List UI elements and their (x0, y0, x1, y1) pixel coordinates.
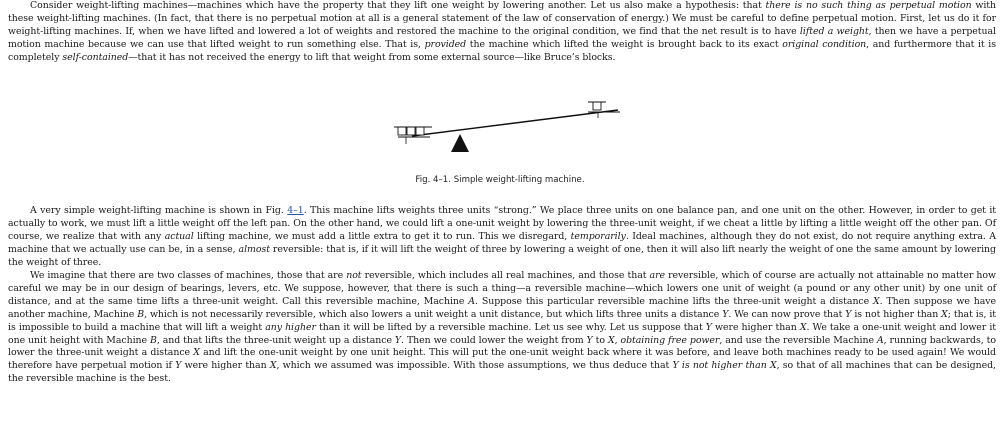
p3-text-19: and lift the one-unit weight by one unit height. This will put the one-unit weight back where it was before, and leave both machines ready to be used again! We would therefore have perpetual motion if (8, 347, 996, 372)
p3-text-22: , so that of all machines that can be designed, the reversible machine is the best. (8, 360, 996, 385)
p1-text-5: , and furthermore that it is completely (8, 38, 996, 63)
p3-emphasis-19: Y (175, 360, 182, 372)
p3-text-12: . We take a one-unit weight and lower it one unit height with Machine (8, 321, 997, 346)
weight-unit-single (593, 102, 601, 110)
p2-text-3: lifting machine, we must add a little extra to get it to run. This we disregard, (193, 230, 571, 242)
p3-text-18: , running backwards, to lower the three-unit weight a distance (8, 334, 996, 359)
figure-reference-link[interactable]: 4–1 (287, 205, 304, 216)
p1-emphasis-2: lifted a weight (799, 25, 869, 37)
p3-emphasis-7: Y (845, 308, 852, 320)
p3-emphasis-10: Y (705, 321, 712, 333)
fulcrum-triangle (451, 134, 469, 152)
p3-text-4: . Suppose this particular reversible machine lifts the three-unit weight a distance (475, 295, 874, 307)
p3-emphasis-9: any higher (265, 321, 316, 333)
p3-text-13: , and that lifts the three-unit weight up a distance (156, 334, 395, 346)
p3-emphasis-15: X (607, 334, 615, 346)
p3-text-14: . Then we could lower the weight from (401, 334, 587, 346)
p3-text-6: , which is not necessarily reversible, which also lowers a unit weight a unit distance, but which lifts three units a distance (144, 308, 723, 320)
p3-emphasis-5: B (137, 308, 145, 320)
p1-text-2: with these weight-lifting machines. (In fact, that there is no perpetual motion at all is a general statement of the law of conservation of energy.) We must be careful to define perpetual motion. First, let us do it for weight-lifting machines. If, when we have lifted and lowered a lot of weights and restored the machine to the original condition, we find that the net result is to have (8, 0, 997, 37)
p1-text-1: Consider weight-lifting machines—machines which have the property that they lift one weight by lowering another. Let us also make a hypothesis: that (30, 0, 766, 11)
p3-emphasis-11: X (799, 321, 807, 333)
p3-emphasis-1: not (346, 270, 362, 281)
p3-emphasis-3: A (468, 295, 476, 307)
lever-beam (412, 110, 618, 136)
p3-text-10: than it will be lifted by a reversible machine. Let us see why. Let us suppose that (315, 321, 706, 333)
p1-emphasis-3: provided (424, 38, 467, 50)
p3-text-5: . Then suppose we have another machine, Machine (8, 295, 996, 320)
p3-text-3: reversible, which of course are actually not attainable no matter how careful we may be in our design of bearings, levers, etc. We suppose, however, that there is such a thing—a reversible machine—which lowers one unit of weight (a pound or any other unit) by one unit of distance, and at the same time lifts a three-unit weight. Call this reversible machine, Machine (8, 270, 996, 307)
p3-emphasis-17: A (876, 334, 884, 346)
figure-caption: Fig. 4–1. Simple weight-lifting machine. (415, 175, 585, 185)
p1-emphasis-5: self-contained (62, 51, 129, 63)
p2-emphasis-3: almost (238, 243, 270, 255)
p1-emphasis-1: there is no such thing as perpetual motion (765, 0, 972, 11)
p3-emphasis-8: X (941, 308, 948, 320)
p3-emphasis-21: Y is not higher than X (672, 360, 777, 372)
p3-emphasis-13: Y (394, 334, 402, 346)
p2-text-4: . Ideal machines, although they do not exist, do not require anything extra. A machine that we actually use can be, in a sense, (8, 230, 996, 255)
p2-emphasis-1: actual (164, 230, 194, 242)
weight-unit-3 (416, 127, 424, 135)
p2-text-5: reversible: that is, if it will lift the weight of three by lowering a weight of one, then it will also lift nearly the weight of one the same amount by lowering the weight of three. (8, 243, 996, 268)
p1-text-3: , then we have a perpetual motion machine because we can use that lifted weight to run something else. That is, (8, 25, 996, 50)
paragraph-3 (8, 270, 996, 386)
lever-diagram (370, 94, 630, 174)
p3-emphasis-12: B (149, 334, 157, 346)
p3-text-17: , and use the reversible Machine (719, 334, 877, 346)
p3-emphasis-14: Y (586, 334, 593, 346)
p3-emphasis-18: X (193, 347, 200, 359)
weight-unit-1 (398, 127, 406, 135)
p3-emphasis-2: are (649, 270, 666, 281)
p3-text-11: were higher than (711, 321, 800, 333)
p2-text-2: . This machine lifts weights three units “strong.” We place three units on one balance pan, and one unit on the other. However, in order to get it actually to work, we must lift a little weight off the left pan. On the other hand, we could lift a one-unit weight by lowering the three-unit weight, if we cheat a little by lifting a little weight off the other pan. Of course, we realize that with any (8, 205, 996, 242)
p3-text-16: , (614, 334, 621, 346)
p3-text-8: is not higher than (851, 308, 942, 320)
p3-text-2: reversible, which includes all real machines, and those that (361, 270, 650, 281)
p3-text-1: We imagine that there are two classes of machines, those that are (30, 270, 347, 281)
figure-weight-lifting-machine (370, 94, 630, 190)
p3-emphasis-4: X (873, 295, 880, 307)
weight-unit-2 (407, 127, 415, 135)
p3-emphasis-6: Y (722, 308, 729, 320)
p3-text-20: were higher than (181, 360, 270, 372)
p3-text-7: . We can now prove that (728, 308, 846, 320)
p3-emphasis-16: obtaining free power (620, 334, 720, 346)
p2-emphasis-2: temporarily (570, 230, 626, 242)
p3-text-21: , which we assumed was impossible. With those assumptions, we thus deduce that (276, 360, 673, 372)
paragraph-2 (8, 205, 996, 270)
p1-emphasis-4: original condition (782, 38, 867, 50)
paragraph-1 (8, 0, 996, 65)
p1-text-4: the machine which lifted the weight is brought back to its exact (466, 38, 783, 50)
p3-text-15: to (592, 334, 608, 346)
p3-emphasis-20: X (269, 360, 277, 372)
p3-text-9: ; that is, it is impossible to build a machine that will lift a weight (8, 308, 997, 333)
p1-text-6: —that it has not received the energy to lift that weight from some external source—like Bruce’s blocks. (128, 51, 616, 63)
p2-text-1: A very simple weight-lifting machine is shown in Fig. (30, 205, 288, 216)
